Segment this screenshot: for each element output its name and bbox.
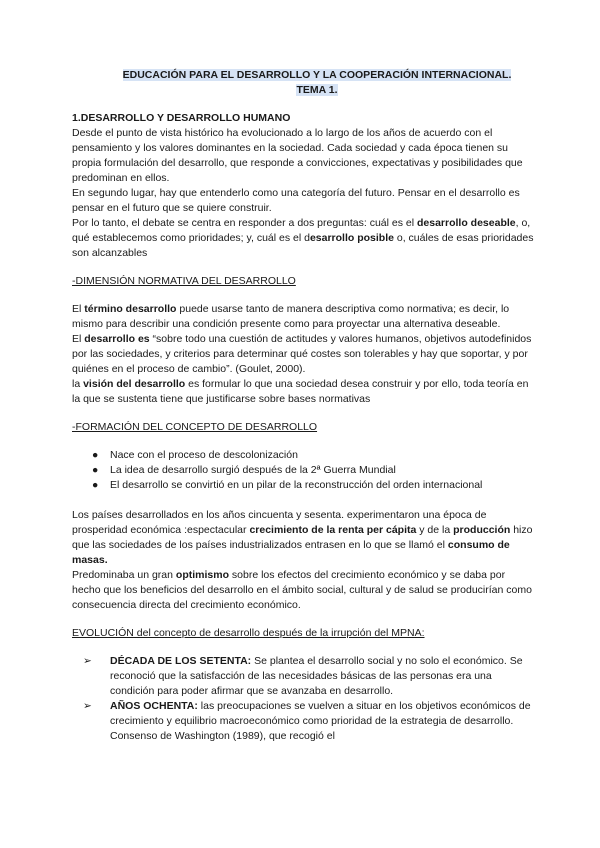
formacion-bullet-list — [72, 448, 534, 493]
document-title — [72, 68, 534, 98]
title-line-2: TEMA 1. — [296, 84, 338, 96]
bold-optimismo: optimismo — [175, 569, 229, 581]
bold-desarrollo-posible: esarrollo posible — [309, 232, 394, 244]
bold-desarrollo-deseable: desarrollo deseable — [416, 217, 516, 229]
bold-desarrollo-es: desarrollo es — [84, 333, 150, 345]
section-heading-desarrollo-humano: 1.DESARROLLO Y DESARROLLO HUMANO — [72, 112, 291, 124]
bullet-icon: ● — [92, 479, 99, 491]
bold-crecimiento-renta: crecimiento de la renta per cápita — [249, 524, 417, 536]
bold-vision-desarrollo: visión del desarrollo — [83, 378, 186, 390]
intro-paragraph-3: Por lo tanto, el debate se centra en responder a dos preguntas: cuál es el desarrollo deseable, o, qué establecemos como prioridades; y, cuál es el desarrollo posible o, cuáles de esas prioridades son alcanzables — [72, 217, 534, 259]
decade-label: AÑOS OCHENTA: — [110, 700, 198, 712]
evolucion-arrow-list — [72, 654, 534, 744]
list-item: ➢ DÉCADA DE LOS SETENTA: Se plantea el desarrollo social y no solo el económico. Se reconoció que la satisfacción de las necesidades básicas de las personas era una condición para poder afirmar que se avanzaba en desarrollo. — [83, 655, 523, 697]
bold-produccion: producción — [453, 524, 511, 536]
bullet-icon: ● — [92, 449, 99, 461]
normativa-paragraph-1: El término desarrollo puede usarse tanto de manera descriptiva como normativa; es decir, lo mismo para describir una condición presente como para proyectar una alternativa deseable. — [72, 303, 510, 330]
formacion-paragraph-2: Predominaba un gran optimismo sobre los efectos del crecimiento económico y se daba por hecho que los beneficios del desarrollo en el ámbito social, cultural y de salud se producirían como consecuencia directa del crecimiento económico. — [72, 569, 532, 611]
document-page — [72, 68, 534, 744]
bold-consumo-masas: consumo de masas. — [72, 539, 510, 566]
section-heading-formacion: -FORMACIÓN DEL CONCEPTO DE DESARROLLO — [72, 421, 318, 433]
intro-paragraph-2: En segundo lugar, hay que entenderlo como una categoría del futuro. Pensar en el desarrollo es pensar en el futuro que se quiere construir. — [72, 187, 520, 214]
normativa-paragraph-3: la visión del desarrollo es formular lo que una sociedad desea construir y por ello, toda teoría en la que se sustenta tiene que justificarse sobre bases normativas — [72, 378, 529, 405]
normativa-paragraph-2: El desarrollo es “sobre todo una cuestión de actitudes y valores humanos, objetivos autodefinidos por las sociedades, y criterios para determinar qué costes son tolerables y hay que soportar, y por quiénes en el proceso de cambio”. (Goulet, 2000). — [72, 333, 532, 375]
arrow-bullet-icon: ➢ — [83, 700, 92, 712]
section-heading-normativa: -DIMENSIÓN NORMATIVA DEL DESARROLLO — [72, 275, 296, 287]
list-item: ● La idea de desarrollo surgió después de la 2ª Guerra Mundial — [92, 464, 396, 476]
section-heading-evolucion: EVOLUCIÓN del concepto de desarrollo después de la irrupción del MPNA: — [72, 627, 425, 639]
bullet-icon: ● — [92, 464, 99, 476]
arrow-bullet-icon: ➢ — [83, 655, 92, 667]
list-item: ● Nace con el proceso de descolonización — [92, 449, 298, 461]
list-item: ➢ AÑOS OCHENTA: las preocupaciones se vuelven a situar en los objetivos económicos de crecimiento y equilibrio macroeconómico como prioridad de la estrategia de desarrollo. Consenso de Washington (1989), que recogió el — [83, 700, 531, 742]
bold-termino-desarrollo: término desarrollo — [84, 303, 177, 315]
title-line-1: EDUCACIÓN PARA EL DESARROLLO Y LA COOPERACIÓN INTERNACIONAL. — [122, 69, 512, 81]
list-item: ● El desarrollo se convirtió en un pilar de la reconstrucción del orden internacional — [92, 479, 483, 491]
formacion-paragraph-1: Los países desarrollados en los años cincuenta y sesenta. experimentaron una época de prosperidad económica :espectacular crecimiento de la renta per cápita y de la producción hizo que las sociedades de los países industrializados entrasen en lo que se llamó el consumo de masas. — [72, 509, 533, 566]
intro-paragraph-1: Desde el punto de vista histórico ha evolucionado a lo largo de los años de acuerdo con el pensamiento y los valores dominantes en la sociedad. Cada sociedad y cada época tienen su propia formulación del desarrollo, que responde a convicciones, expectativas y posibilidades que predominan en ellos. — [72, 127, 523, 184]
decade-label: DÉCADA DE LOS SETENTA: — [110, 655, 252, 667]
